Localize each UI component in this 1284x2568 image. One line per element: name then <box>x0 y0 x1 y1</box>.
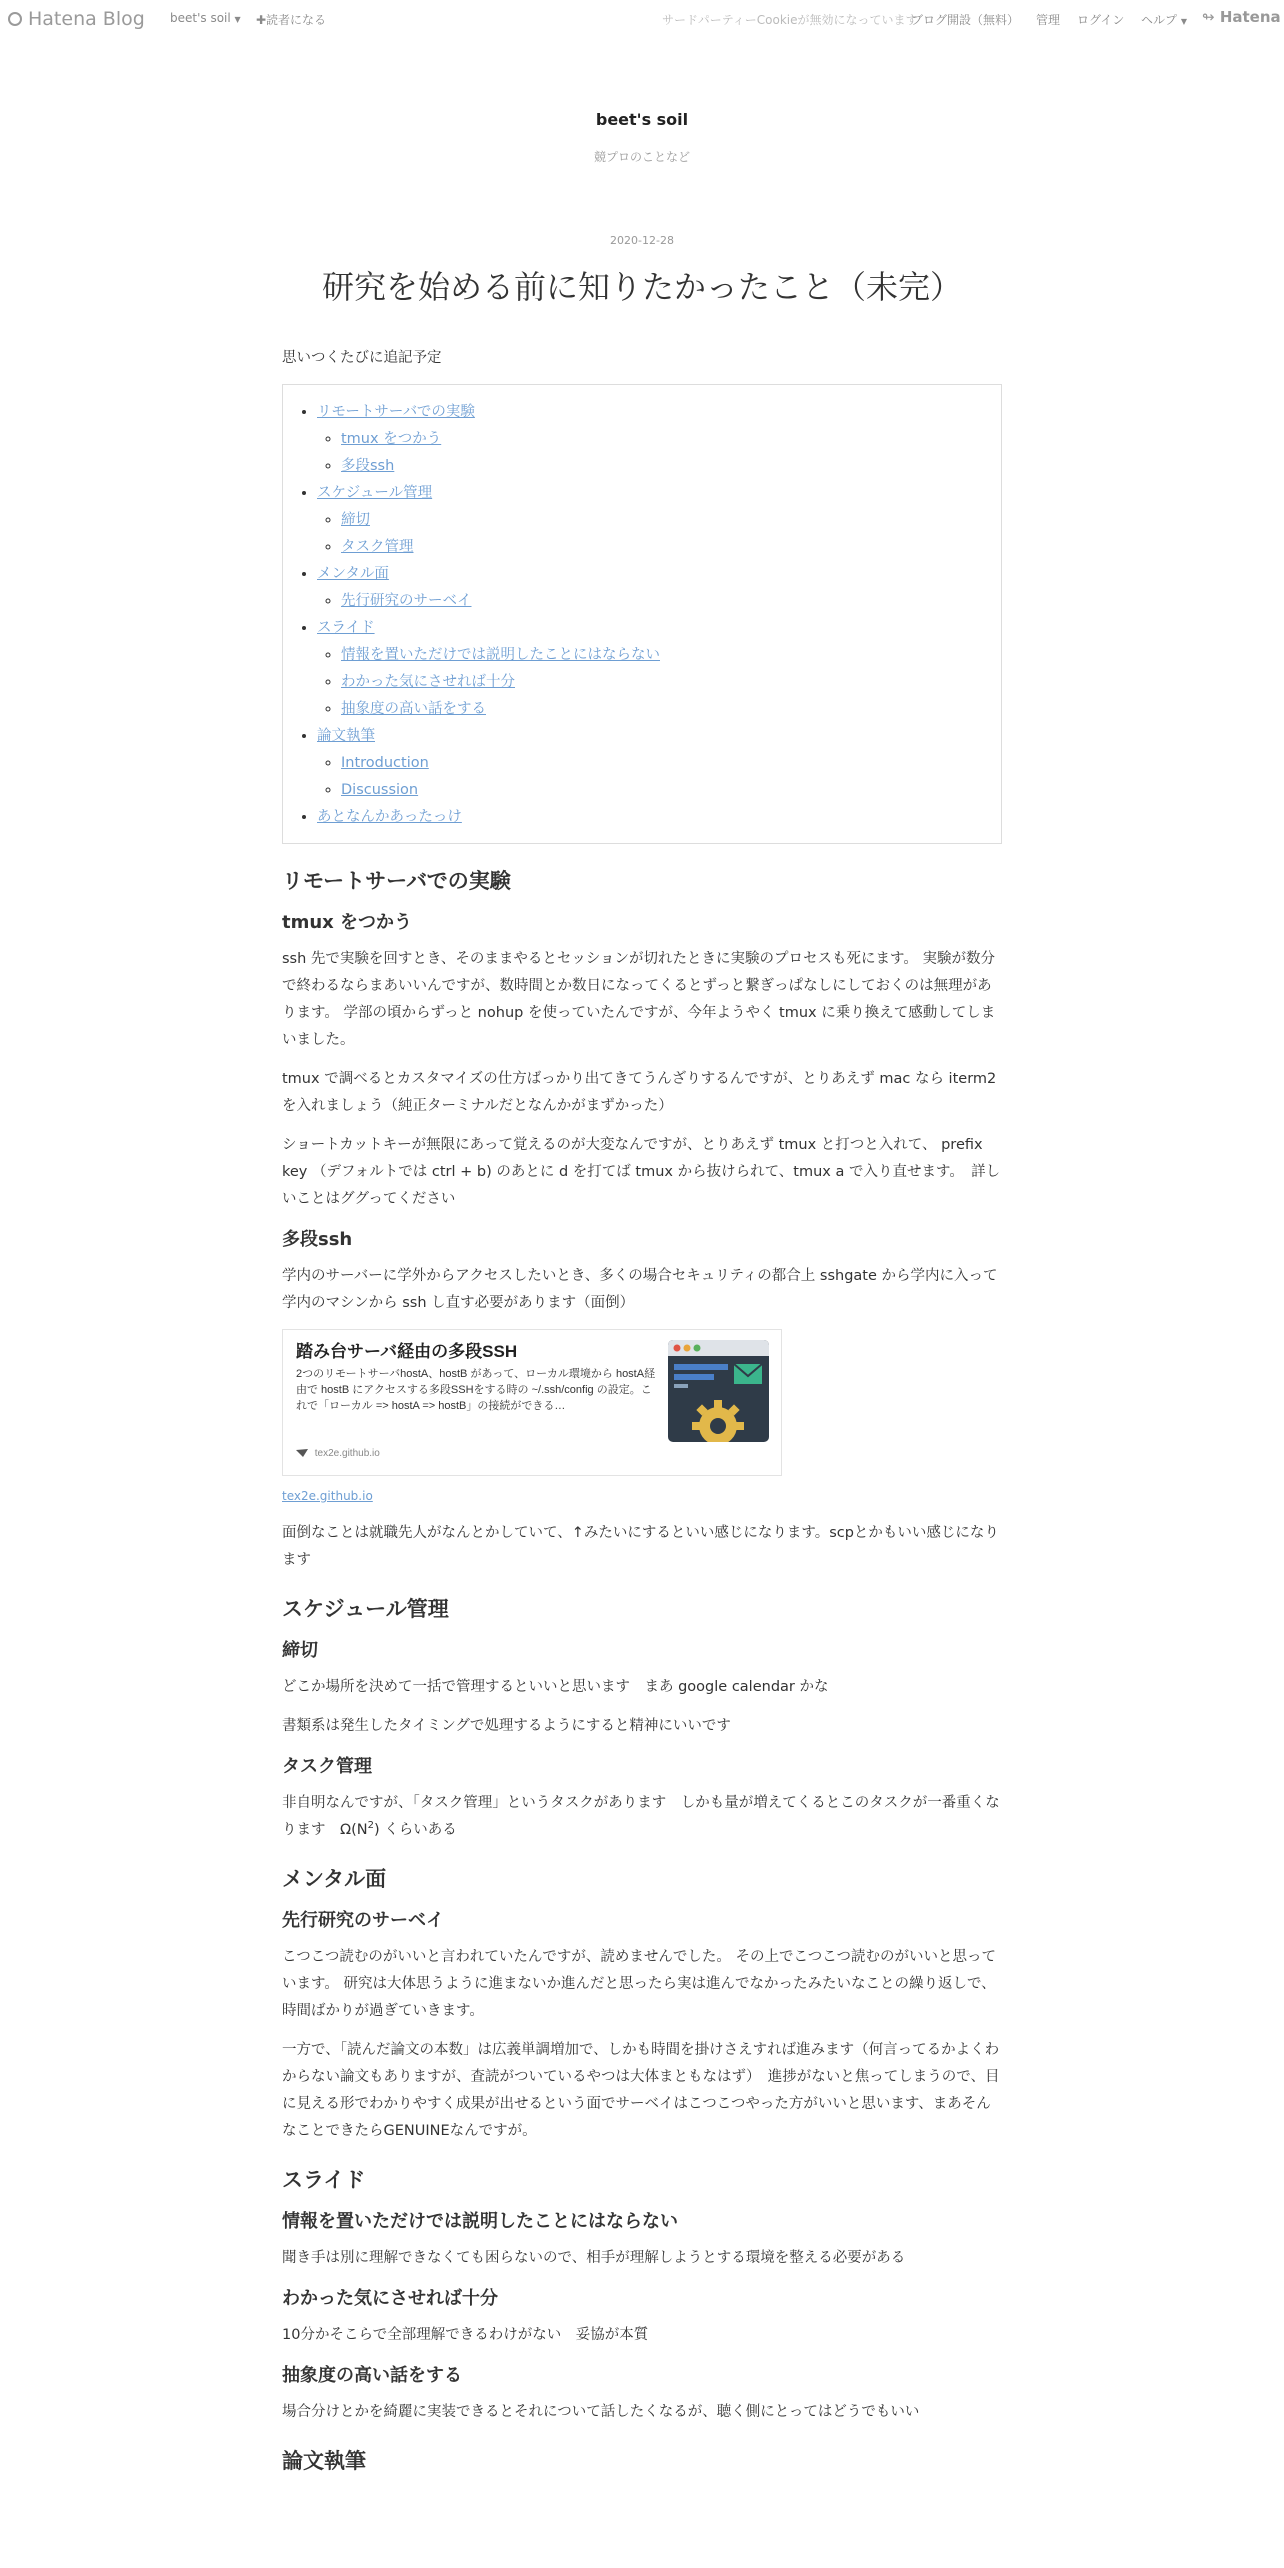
toc-item <box>317 615 985 723</box>
toc-subitem <box>341 426 985 453</box>
table-of-contents <box>282 384 1002 844</box>
subsection-heading: 締切 <box>282 1640 318 1661</box>
section-heading: リモートサーバでの実験 <box>282 869 511 893</box>
cookie-notice[interactable]: サードパーティーCookieが無効になっています <box>662 13 918 27</box>
toc-sublist <box>317 642 985 723</box>
embed-title[interactable]: 踏み台サーバ経由の多段SSH <box>296 1342 518 1361</box>
subsection-heading: 抽象度の高い話をする <box>282 2365 462 2386</box>
section-heading: メンタル面 <box>282 1867 387 1891</box>
toc-item <box>317 804 985 831</box>
open-blog-link[interactable]: ブログ開設（無料） <box>911 13 1020 27</box>
toc-sublink[interactable]: 抽象度の高い話をする <box>341 701 486 717</box>
embed-site-name: tex2e.github.io <box>314 1448 380 1459</box>
blog-menu-label: beet's soil <box>170 11 231 25</box>
paragraph: どこか場所を決めて一括で管理するといいと思います まあ google calendar かな <box>282 1679 829 1695</box>
toc-link[interactable]: リモートサーバでの実験 <box>317 404 475 420</box>
toc-item <box>317 480 985 561</box>
help-menu[interactable] <box>1141 11 1187 28</box>
login-link[interactable]: ログイン <box>1077 13 1125 27</box>
paragraph: 学内のサーバーに学外からアクセスしたいとき、多くの場合セキュリティの都合上 sshgate から学内に入って学内のマシンから ssh し直す必要があります（面倒） <box>282 1268 998 1311</box>
toc-subitem <box>341 642 985 669</box>
toc-sublist <box>317 750 985 804</box>
embed-thumbnail[interactable] <box>668 1340 769 1442</box>
toc-sublink[interactable]: タスク管理 <box>341 539 414 555</box>
toc-link[interactable]: 論文執筆 <box>317 728 375 744</box>
text-span: ) くらいある <box>373 1822 457 1838</box>
toc-subitem <box>341 534 985 561</box>
text-span: 非自明なんですが、「タスク管理」というタスクがあります しかも量が増えてくるとこのタスクが一番重くなります Ω(N <box>282 1795 1000 1838</box>
hatena-menu[interactable] <box>1202 8 1281 26</box>
subsection-heading: タスク管理 <box>282 1756 372 1777</box>
subsection-heading: 情報を置いただけでは説明したことにはならない <box>282 2211 678 2232</box>
paragraph: 場合分けとかを綺麗に実装できるとそれについて話したくなるが、聴く側にとってはどうでもいい <box>282 2404 920 2420</box>
paragraph <box>282 1790 1002 1844</box>
toc-subitem <box>341 777 985 804</box>
embed-description: 2つのリモートサーバhostA、hostB があって、ローカル環境から hostA経由で hostB にアクセスする多段SSHをする時の ~/.ssh/config の設定。これで「ローカル => hostA => hostB」の接続ができる… <box>296 1368 656 1412</box>
subsection-heading: 先行研究のサーベイ <box>282 1910 444 1931</box>
subsection-heading: tmux をつかう <box>282 912 413 933</box>
hatena-bird-icon: ↬ <box>1202 8 1215 26</box>
paragraph: こつこつ読むのがいいと言われていたんですが、読めませんでした。 その上でこつこつ読むのがいいと思っています。 研究は大体思うように進まないか進んだと思ったら実は進んでなかったみたいなことの繰り返しで、時間ばかりが過ぎていきます。 <box>282 1949 996 2019</box>
toc-subitem <box>341 588 985 615</box>
section-heading: スライド <box>282 2168 366 2192</box>
logo-text: Hatena Blog <box>28 8 145 30</box>
source-link-anchor[interactable]: tex2e.github.io <box>282 1489 373 1503</box>
embed-site <box>296 1448 380 1460</box>
global-header <box>0 0 1284 38</box>
toc-subitem <box>341 453 985 480</box>
toc-subitem <box>341 507 985 534</box>
toc-subitem <box>341 696 985 723</box>
toc-sublink[interactable]: Discussion <box>341 782 419 798</box>
help-label: ヘルプ <box>1141 13 1178 27</box>
paragraph: ショートカットキーが無限にあって覚えるのが大変なんですが、とりあえず tmux と打つと入れて、 prefix key （デフォルトでは ctrl + b) のあとに d を打てば tmux から抜けられて、tmux a で入り直せます。 詳しいことはググってください <box>282 1137 1001 1207</box>
site-favicon-icon <box>296 1449 308 1457</box>
chevron-down-icon: ▼ <box>1180 17 1187 26</box>
hatena-logo-icon <box>8 12 22 26</box>
blog-menu[interactable] <box>170 11 241 25</box>
admin-link[interactable]: 管理 <box>1036 13 1061 27</box>
toc-subitem <box>341 750 985 777</box>
subscribe-button[interactable]: ✚読者になる <box>256 13 327 27</box>
toc-sublink[interactable]: Introduction <box>341 755 429 771</box>
entry-intro: 思いつくたびに追記予定 <box>282 350 442 366</box>
paragraph: 聞き手は別に理解できなくても困らないので、相手が理解しようとする環境を整える必要がある <box>282 2250 906 2266</box>
paragraph: 10分かそこらで全部理解できるわけがない 妥協が本質 <box>282 2327 649 2343</box>
paragraph: 一方で、「読んだ論文の本数」は広義単調増加で、しかも時間を掛けさえすれば進みます（何言ってるかよくわからない論文もありますが、査読がついているやつは大体まともなはず） 進捗がないと焦ってしまうので、目に見える形でわかりやすく成果が出せるという面でサーベイはこつこつやった方がいいと思います、まあそんなことできたらGENUINEなんですが。 <box>282 2042 1000 2139</box>
toc-link[interactable]: スケジュール管理 <box>317 485 433 501</box>
hatena-blog-logo[interactable] <box>8 8 145 30</box>
subsection-heading: わかった気にさせれば十分 <box>282 2288 498 2309</box>
toc-item <box>317 723 985 804</box>
section-heading: スケジュール管理 <box>282 1597 449 1621</box>
embed-card[interactable] <box>282 1329 782 1476</box>
toc-link[interactable]: メンタル面 <box>317 566 389 582</box>
source-link[interactable] <box>282 1486 1002 1506</box>
toc-sublink[interactable]: わかった気にさせれば十分 <box>341 674 515 690</box>
paragraph: 書類系は発生したタイミングで処理するようにすると精神にいいです <box>282 1718 731 1734</box>
toc-item <box>317 561 985 615</box>
paragraph: tmux で調べるとカスタマイズの仕方ばっかり出てきてうんざりするんですが、とりあえず mac なら iterm2 を入れましょう（純正ターミナルだとなんかがまずかった） <box>282 1071 997 1114</box>
toc-item <box>317 399 985 480</box>
toc-list <box>283 399 985 831</box>
paragraph: ssh 先で実験を回すとき、そのままやるとセッションが切れたときに実験のプロセスも死にます。 実験が数分で終わるならまあいいんですが、数時間とか数日になってくるとずっと繋ぎっぱなしにしておくのは無理があります。 学部の頃からずっと nohup を使っていたんですが、今年ようやく tmux に乗り換えて感動してしまいました。 <box>282 951 996 1048</box>
entry-date[interactable]: 2020-12-28 <box>610 234 674 247</box>
subsection-heading: 多段ssh <box>282 1229 353 1250</box>
toc-subitem <box>341 669 985 696</box>
toc-sublist <box>317 588 985 615</box>
toc-sublink[interactable]: tmux をつかう <box>341 431 442 447</box>
toc-sublink[interactable]: 情報を置いただけでは説明したことにはならない <box>341 647 660 663</box>
section-heading: 論文執筆 <box>282 2449 366 2473</box>
paragraph: 面倒なことは就職先人がなんとかしていて、↑みたいにするといい感じになります。scpとかもいい感じになります <box>282 1525 999 1568</box>
toc-sublink[interactable]: 先行研究のサーベイ <box>341 593 472 609</box>
toc-sublist <box>317 507 985 561</box>
toc-link[interactable]: スライド <box>317 620 375 636</box>
toc-sublink[interactable]: 締切 <box>341 512 370 528</box>
superscript: 2 <box>367 1820 374 1832</box>
blog-title[interactable]: beet's soil <box>595 110 689 129</box>
toc-sublist <box>317 426 985 480</box>
hatena-label: Hatena <box>1219 8 1281 26</box>
chevron-down-icon: ▼ <box>234 15 241 24</box>
blog-description: 競プロのことなど <box>593 150 690 164</box>
toc-link[interactable]: あとなんかあったっけ <box>317 809 462 825</box>
toc-sublink[interactable]: 多段ssh <box>341 458 395 474</box>
entry-title[interactable]: 研究を始める前に知りたかったこと（未完） <box>321 268 962 306</box>
entry-content <box>282 345 1002 2490</box>
